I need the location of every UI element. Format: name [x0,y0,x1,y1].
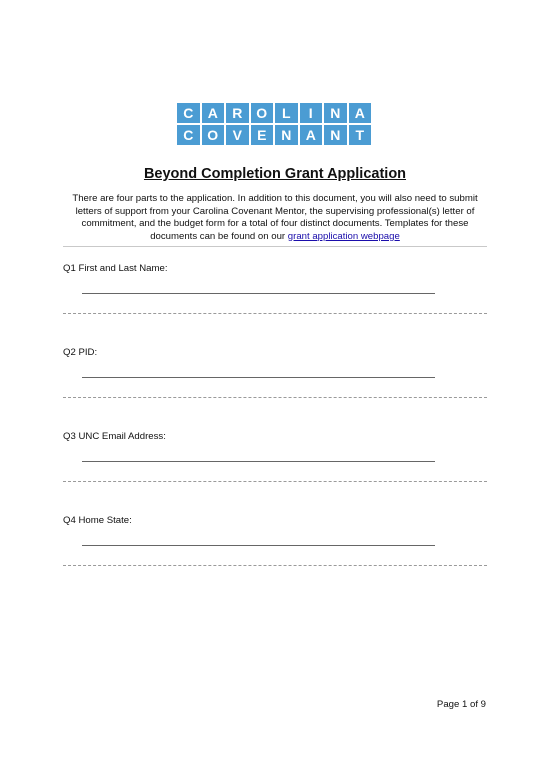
logo-letter: N [275,125,298,145]
section-divider [63,481,487,482]
logo-letter: V [226,125,249,145]
section-divider [63,397,487,398]
question-pid-label: Q2 PID: [63,347,98,358]
logo-letter: I [300,103,323,123]
logo-letter: A [300,125,323,145]
document-title: Beyond Completion Grant Application [143,166,407,182]
intro-text: There are four parts to the application. In addition to this document, you will also need to submit letters of support from your Carolina Covenant Mentor, the supervising professional(s) letter of commitment, and the budget form for a total of four distinct documents. Templates for these documents can be found on our [72,193,478,242]
logo-letter: O [251,103,274,123]
logo-letter: O [202,125,225,145]
question-email-label: Q3 UNC Email Address: [63,431,166,442]
header-divider [63,246,487,247]
name-answer-line[interactable] [82,293,435,294]
pid-answer-line[interactable] [82,377,435,378]
question-name-label: Q1 First and Last Name: [63,263,168,274]
grant-application-webpage-link[interactable]: grant application webpage [287,230,400,242]
section-divider [63,313,487,314]
page-number: Page 1 of 9 [436,699,486,710]
logo-letter: C [177,125,200,145]
question-home-state-label: Q4 Home State: [63,515,132,526]
intro-paragraph [60,193,490,243]
section-divider [63,565,487,566]
logo-letter: E [251,125,274,145]
email-answer-line[interactable] [82,461,435,462]
logo-letter: A [349,103,372,123]
logo-letter: R [226,103,249,123]
logo-letter: C [177,103,200,123]
logo-letter: L [275,103,298,123]
home-state-answer-line[interactable] [82,545,435,546]
carolina-covenant-logo [177,103,372,145]
logo-letter: A [202,103,225,123]
logo-letter: T [349,125,372,145]
logo-letter: N [324,125,347,145]
logo-letter: N [324,103,347,123]
